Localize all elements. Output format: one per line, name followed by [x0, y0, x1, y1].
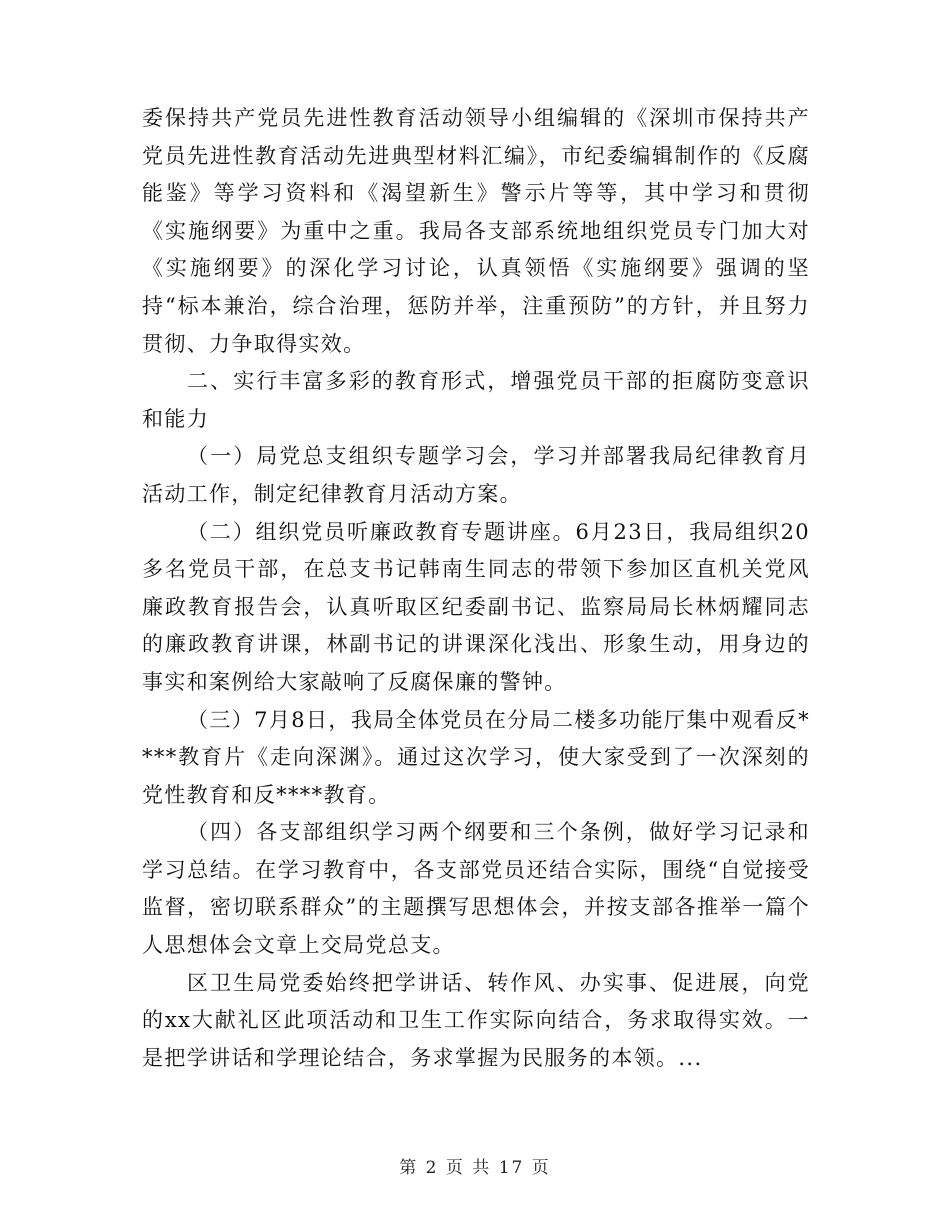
document-body	[142, 100, 810, 1077]
paragraph-3: （一）局党总支组织专题学习会，学习并部署我局纪律教育月活动工作，制定纪律教育月活动方案。	[142, 444, 810, 506]
paragraph-1: 委保持共产党员先进性教育活动领导小组编辑的《深圳市保持共产党员先进性教育活动先进典型材料汇编》，市纪委编辑制作的《反腐能鉴》等学习资料和《渴望新生》警示片等等，其中学习和贯彻《实施纲要》为重中之重。我局各支部系统地组织党员专门加大对《实施纲要》的深化学习讨论，认真领悟《实施纲要》强调的坚持“标本兼治，综合治理，惩防并举，注重预防”的方针，并且努力贯彻、力争取得实效。	[142, 106, 810, 356]
paragraph-6: （四）各支部组织学习两个纲要和三个条例，做好学习记录和学习总结。在学习教育中，各支部党员还结合实际，围绕“自觉接受监督，密切联系群众”的主题撰写思想体会，并按支部各推举一篇个人思想体会文章上交局党总支。	[142, 820, 810, 958]
paragraph-5: （三）7月8日，我局全体党员在分局二楼多功能厅集中观看反****教育片《走向深渊》。通过这次学习，使大家受到了一次深刻的党性教育和反****教育。	[142, 707, 810, 807]
paragraph-4: （二）组织党员听廉政教育专题讲座。6月23日，我局组织20多名党员干部，在总支书记韩南生同志的带领下参加区直机关党风廉政教育报告会，认真听取区纪委副书记、监察局局长林炳耀同志的廉政教育讲课，林副书记的讲课深化浅出、形象生动，用身边的事实和案例给大家敲响了反腐保廉的警钟。	[142, 519, 810, 694]
page-footer: 第 2 页 共 17 页	[399, 1158, 551, 1178]
paragraph-2-heading: 二、实行丰富多彩的教育形式，增强党员干部的拒腐防变意识和能力	[142, 369, 810, 431]
paragraph-7: 区卫生局党委始终把学讲话、转作风、办实事、促进展，向党的xx大献礼区此项活动和卫生工作实际向结合，务求取得实效。一是把学讲话和学理论结合，务求掌握为民服务的本领。...	[142, 970, 810, 1070]
